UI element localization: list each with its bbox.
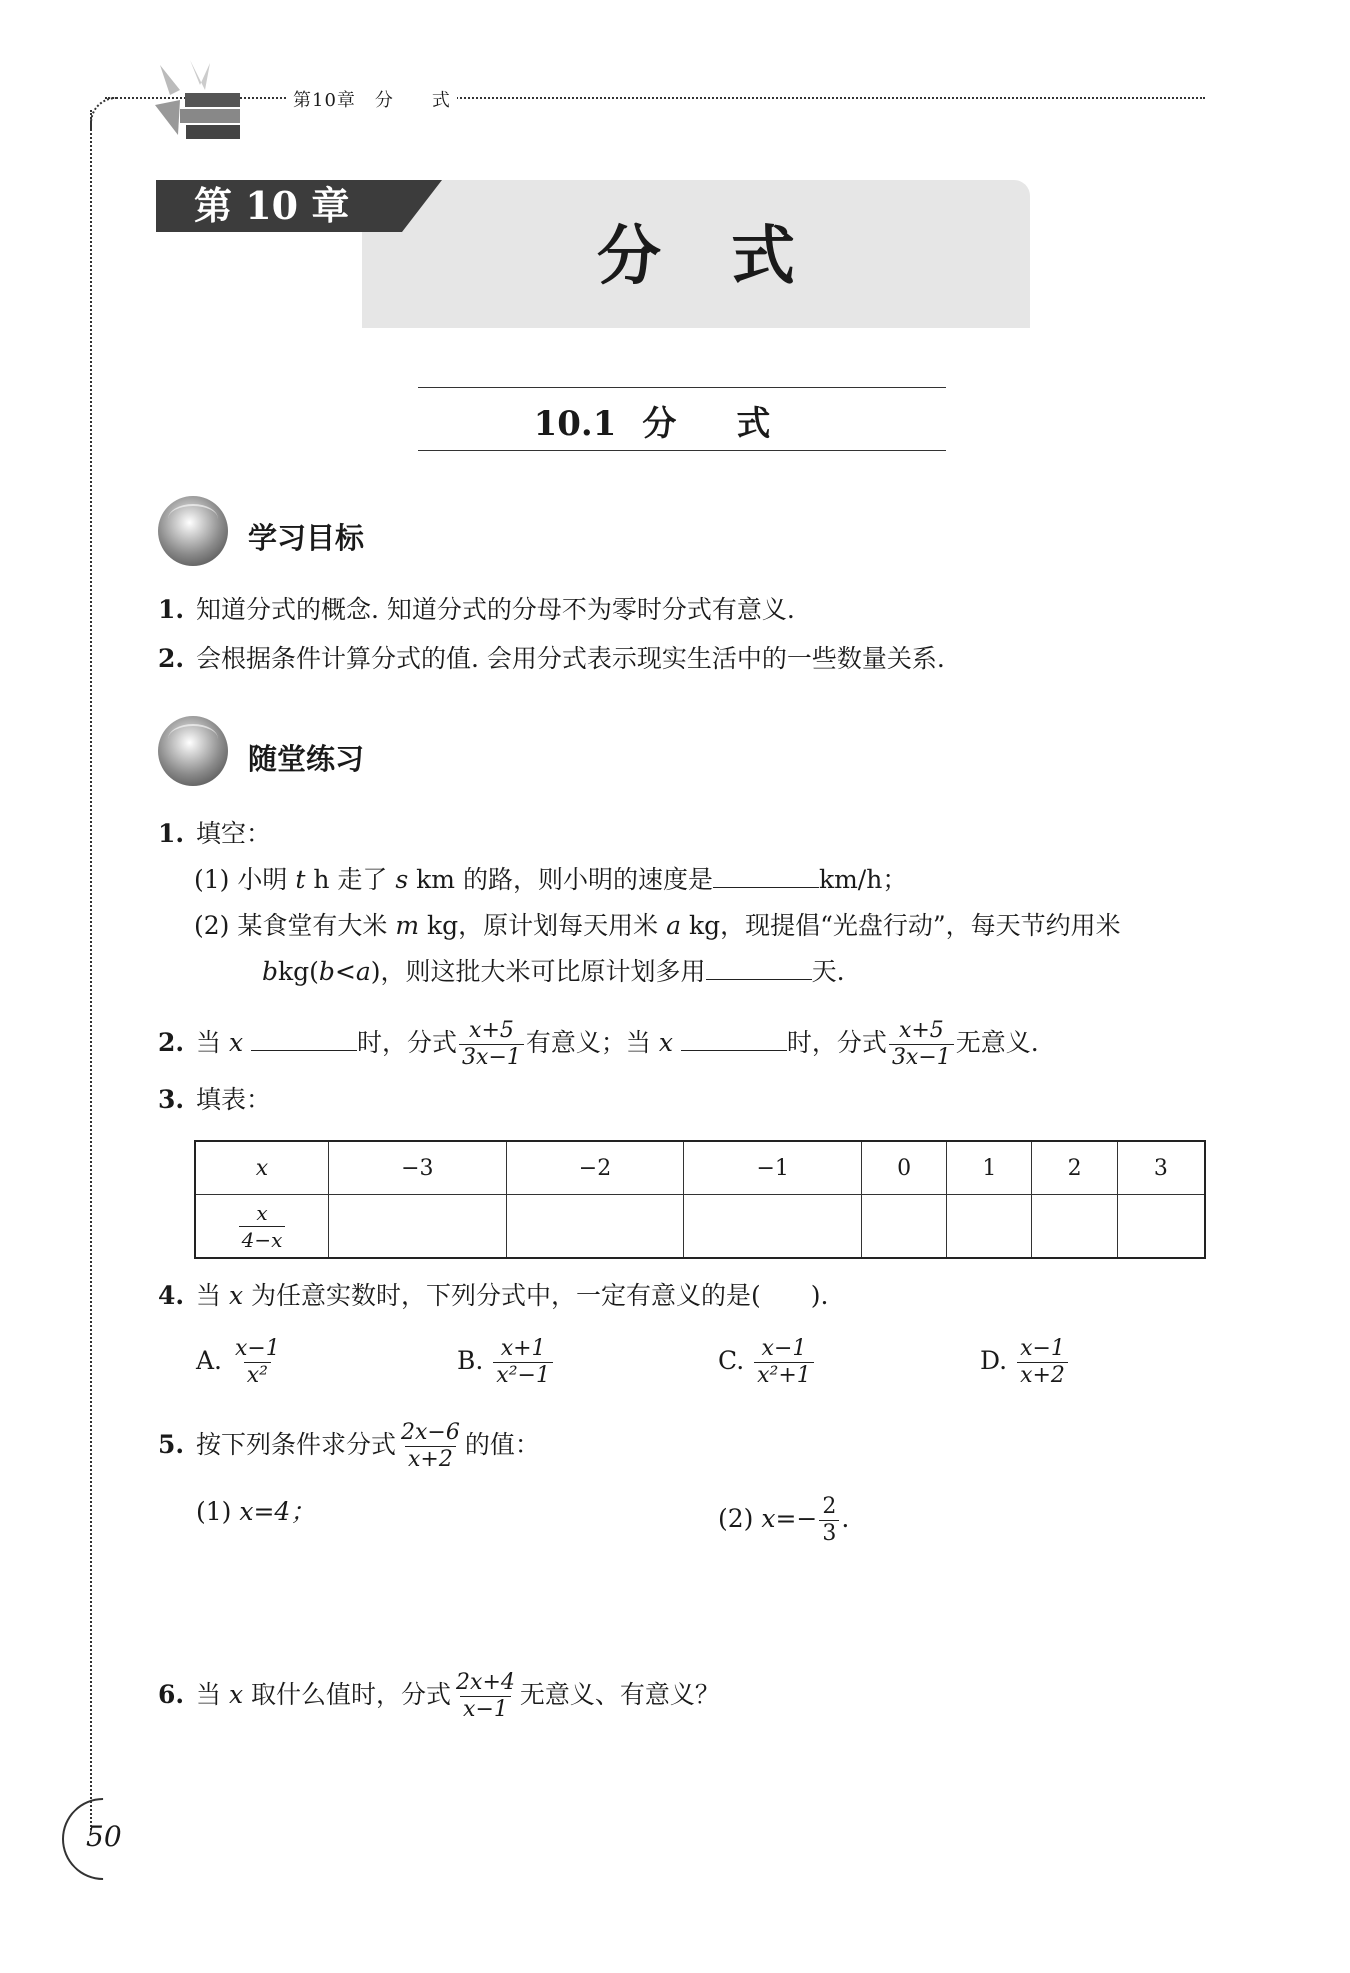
option-d[interactable]: D. $\frac{x-1}{x+2}$	[980, 1336, 1070, 1389]
table-cell: 1	[947, 1141, 1032, 1195]
question-2: 2. 当 x 时，分式 $\frac{x+5}{3x-1}$ 有意义；当 x 时，分式 $\frac{x+5}{3x-1}$ 无意义.	[158, 1018, 1039, 1070]
question-1-part-2: (2) 某食堂有大米 m kg，原计划每天用米 a kg，现提倡“光盘行动”，每天节约用米	[194, 911, 1121, 940]
value-table	[194, 1140, 1206, 1259]
table-answer-cell[interactable]	[1117, 1195, 1205, 1259]
table-cell: 3	[1117, 1141, 1205, 1195]
option-a[interactable]: A. $\frac{x-1}{\text{x²}}$	[196, 1336, 280, 1388]
goals-heading: 学习目标	[248, 521, 365, 555]
question-1-part-1: (1) 小明 t h 走了 s km 的路，则小明的速度是 km/h；	[194, 865, 908, 894]
fraction: $\frac{x+5}{3x-1}$	[459, 1018, 524, 1071]
practice-heading: 随堂练习	[248, 742, 365, 776]
answer-blank[interactable]	[706, 979, 812, 980]
question-1-part-2-cont: bkg(b<a)，则这批大米可比原计划多用 天.	[262, 957, 845, 986]
section-number: 10.1	[533, 404, 617, 444]
running-header: 第10章 分 式	[287, 86, 457, 112]
question-6: 6. 当 x 取什么值时，分式 $\frac{2x+4}{x-1}$ 无意义、有意义？	[158, 1670, 720, 1722]
question-1: 1. 填空：	[158, 819, 272, 848]
question-3: 3. 填表：	[158, 1085, 272, 1114]
header-dotted-line	[105, 97, 1205, 99]
section-rule-top	[418, 387, 946, 388]
table-cell: −3	[329, 1141, 507, 1195]
table-answer-cell[interactable]	[684, 1195, 862, 1259]
option-b[interactable]: B. $\frac{x+1}{\text{x²−1}}$	[457, 1336, 555, 1389]
table-header-cell: $\frac{x}{4-x}$	[195, 1195, 329, 1259]
section-name: 分式	[642, 404, 831, 444]
answer-blank[interactable]	[251, 1050, 357, 1051]
table-cell: −1	[684, 1141, 862, 1195]
chapter-title: 分式	[597, 220, 865, 294]
goal-item: 1. 知道分式的概念. 知道分式的分母不为零时分式有意义.	[158, 595, 795, 624]
question-5-part-1: (1) x=4；	[196, 1497, 316, 1526]
table-answer-cell[interactable]	[947, 1195, 1032, 1259]
table-answer-cell[interactable]	[1032, 1195, 1117, 1259]
table-answer-cell[interactable]	[862, 1195, 947, 1259]
question-5-part-2: (2) x=− $\frac{2}{3}$ .	[718, 1494, 850, 1546]
option-c[interactable]: C. $\frac{x-1}{\text{x²+1}}$	[718, 1336, 816, 1389]
table-header-cell: x	[195, 1141, 329, 1195]
question-5: 5. 按下列条件求分式 $\frac{2x-6}{x+2}$ 的值：	[158, 1420, 540, 1472]
question-4: 4. 当 x 为任意实数时，下列分式中，一定有意义的是( ).	[158, 1281, 829, 1310]
table-answer-cell[interactable]	[329, 1195, 507, 1259]
answer-blank[interactable]	[713, 887, 819, 888]
answer-blank[interactable]	[681, 1050, 787, 1051]
section-rule-bottom	[418, 450, 946, 451]
fraction: $\frac{x+5}{3x-1}$	[889, 1018, 954, 1071]
chapter-label: 第 10 章	[156, 180, 402, 232]
table-cell: −2	[506, 1141, 684, 1195]
table-cell: 0	[862, 1141, 947, 1195]
header-corner	[90, 97, 122, 129]
globe-icon	[158, 716, 228, 786]
table-cell: 2	[1032, 1141, 1117, 1195]
goal-item: 2. 会根据条件计算分式的值. 会用分式表示现实生活中的一些数量关系.	[158, 644, 945, 673]
margin-dotted-line	[90, 110, 92, 1830]
globe-icon	[158, 496, 228, 566]
books-logo-icon	[150, 55, 250, 150]
table-answer-cell[interactable]	[506, 1195, 684, 1259]
page-number: 50	[86, 1820, 122, 1853]
section-title	[418, 396, 946, 445]
